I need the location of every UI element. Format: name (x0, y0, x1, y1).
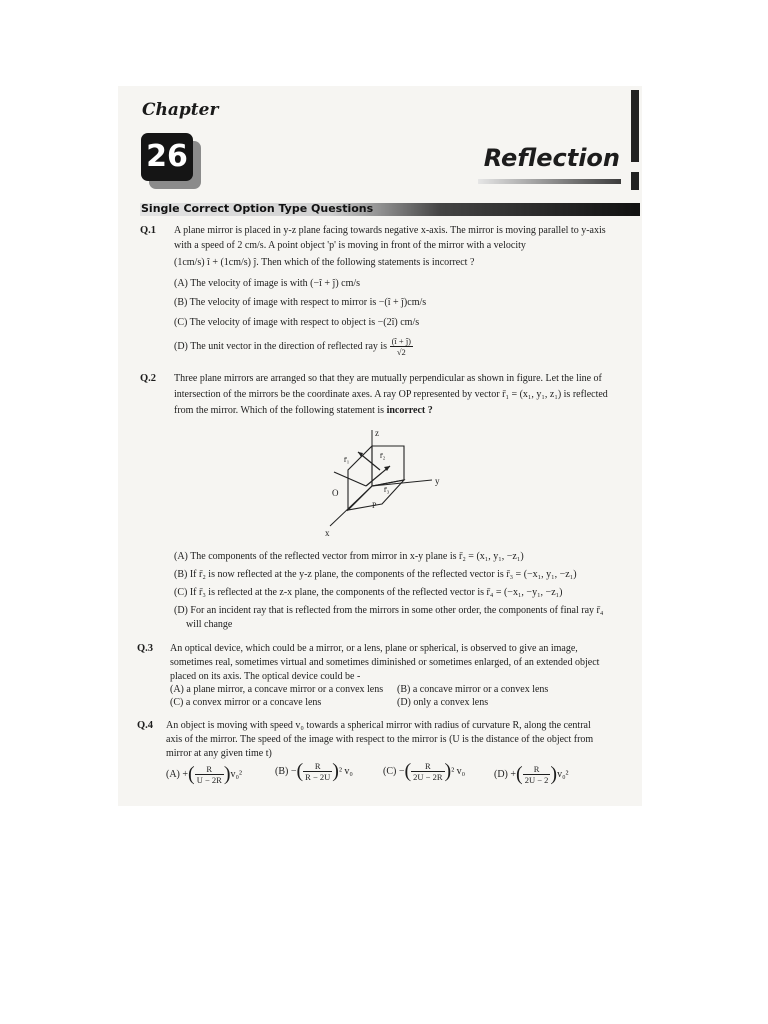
fraction (195, 764, 224, 785)
paren-close: ) (444, 760, 452, 782)
paren-close: ) (550, 763, 558, 785)
option-c (383, 760, 465, 783)
fraction-numerator: (î + ĵ) (391, 336, 412, 346)
question-text: with a speed of 2 cm/s. A point object 'p' is moving in front of the mirror with a velocity (174, 240, 526, 251)
question-number: Q.4 (137, 720, 154, 731)
option-label: (D) + (494, 768, 517, 780)
title-underline (478, 179, 621, 184)
mirror-yz (372, 446, 404, 486)
option-d: (D) For an incident ray that is reflected from the mirrors in some other order, the components of final ray r̄₄ (174, 605, 604, 616)
fraction (411, 761, 444, 782)
paren-open: ( (188, 763, 195, 785)
question-text: An optical device, which could be a mirror, or a lens, plane or spherical, is observed to give an image, (170, 643, 578, 654)
option-tail: v₀² (557, 768, 569, 780)
question-text (174, 405, 433, 416)
option-tail: ² v₀ (451, 765, 466, 777)
x-label: x (325, 528, 330, 538)
option-c: (C) a convex mirror or a concave lens (170, 697, 322, 708)
fraction (523, 764, 551, 785)
question-text: A plane mirror is placed in y-z plane facing towards negative x-axis. The mirror is moving parallel to y-axis (174, 225, 606, 236)
option-b: (B) The velocity of image with respect to mirror is −(î + ĵ)cm/s (174, 297, 427, 308)
question-text: placed on its axis. The optical device could be - (170, 671, 361, 682)
ray-r1 (334, 472, 366, 486)
fraction-numerator: R (523, 764, 551, 775)
paren-open: ( (404, 760, 412, 782)
option-d: (D) only a convex lens (397, 697, 489, 708)
option-b: (B) a concave mirror or a convex lens (397, 684, 549, 695)
question-text: mirror at any given time t) (166, 748, 272, 759)
chapter-title: Reflection (483, 144, 620, 172)
option-label: (B) − (275, 765, 297, 777)
point-p-label: P (372, 501, 377, 510)
question-text: Three plane mirrors are arranged so that they are mutually perpendicular as shown in figure. Let the line of (174, 373, 602, 384)
option-d (494, 763, 569, 786)
emphasis-word: incorrect ? (386, 405, 433, 416)
question-number: Q.3 (137, 643, 154, 654)
question-text: (1cm/s) î + (1cm/s) ĵ. Then which of the following statements is incorrect ? (174, 257, 475, 268)
chapter-label: Chapter (142, 100, 219, 120)
option-a: (A) The components of the reflected vector from mirror in x-y plane is r̄₂ = (x₁, y₁, −z₁) (174, 551, 524, 562)
r3-label: r̄₃ (384, 485, 390, 494)
option-label: (C) − (383, 765, 405, 777)
origin-label: O (332, 488, 339, 498)
fraction (390, 336, 413, 357)
fraction-denominator: 2U − 2R (413, 772, 443, 782)
option-tail: v₀² (230, 768, 242, 780)
option-c: (C) The velocity of image with respect to object is −(2î) cm/s (174, 317, 420, 328)
y-label: y (435, 476, 440, 486)
option-d-text: (D) The unit vector in the direction of reflected ray is (174, 340, 388, 352)
question-text-part: from the mirror. Which of the following statement is (174, 405, 385, 416)
question-text: intersection of the mirrors be the coordinate axes. A ray OP represented by vector r̄₁ = (x₁, y₁, z₁) is reflected (174, 389, 608, 400)
mirrors-figure (310, 422, 460, 540)
fraction-numerator: R (411, 761, 444, 772)
option-c: (C) If r̄₃ is reflected at the z-x plane, the components of the reflected vector is r̄₄ = (−x₁, −y₁, −z₁) (174, 587, 563, 598)
question-number: Q.1 (140, 225, 157, 236)
fraction-denominator: U − 2R (196, 775, 222, 785)
option-a: (A) a plane mirror, a concave mirror or a convex lens (170, 684, 384, 695)
z-label: z (375, 428, 379, 438)
chapter-number: 26 (146, 139, 188, 174)
r1-label: r̄₁ (344, 455, 350, 464)
fraction (303, 761, 332, 782)
fraction-denominator: R − 2U (305, 772, 331, 782)
fraction-denominator: √2 (396, 347, 406, 357)
question-number: Q.2 (140, 373, 157, 384)
section-heading: Single Correct Option Type Questions (141, 202, 374, 215)
question-text: An object is moving with speed v₀ towards a spherical mirror with radius of curvature R, along the central (166, 720, 591, 731)
fraction-numerator: R (195, 764, 224, 775)
r2-label: r̄₂ (380, 451, 386, 460)
decorative-bar (631, 90, 639, 162)
option-b (275, 760, 353, 783)
fraction-numerator: R (303, 761, 332, 772)
option-b: (B) If r̄₂ is now reflected at the y-z plane, the components of the reflected vector is r̄₃ = (−x₁, y₁, −z₁) (174, 569, 577, 580)
question-text: axis of the mirror. The speed of the image with respect to the mirror is (U is the distance of the object from (166, 734, 594, 745)
question-text: sometimes real, sometimes virtual and sometimes diminished or sometimes enlarged, of an extended object (170, 657, 600, 668)
option-a: (A) The velocity of image is with (−î + ĵ) cm/s (174, 278, 361, 289)
paren-close: ) (332, 760, 339, 782)
option-d-continued: will change (186, 619, 233, 630)
option-a (166, 763, 242, 786)
paren-close: ) (223, 763, 231, 785)
option-label: (A) + (166, 768, 189, 780)
option-tail: ² v₀ (338, 765, 353, 777)
option-d (174, 336, 413, 357)
decorative-bar (631, 172, 639, 190)
paren-open: ( (296, 760, 304, 782)
fraction-denominator: 2U − 2 (524, 775, 549, 785)
paren-open: ( (516, 763, 523, 785)
mirror-xz (348, 446, 372, 510)
